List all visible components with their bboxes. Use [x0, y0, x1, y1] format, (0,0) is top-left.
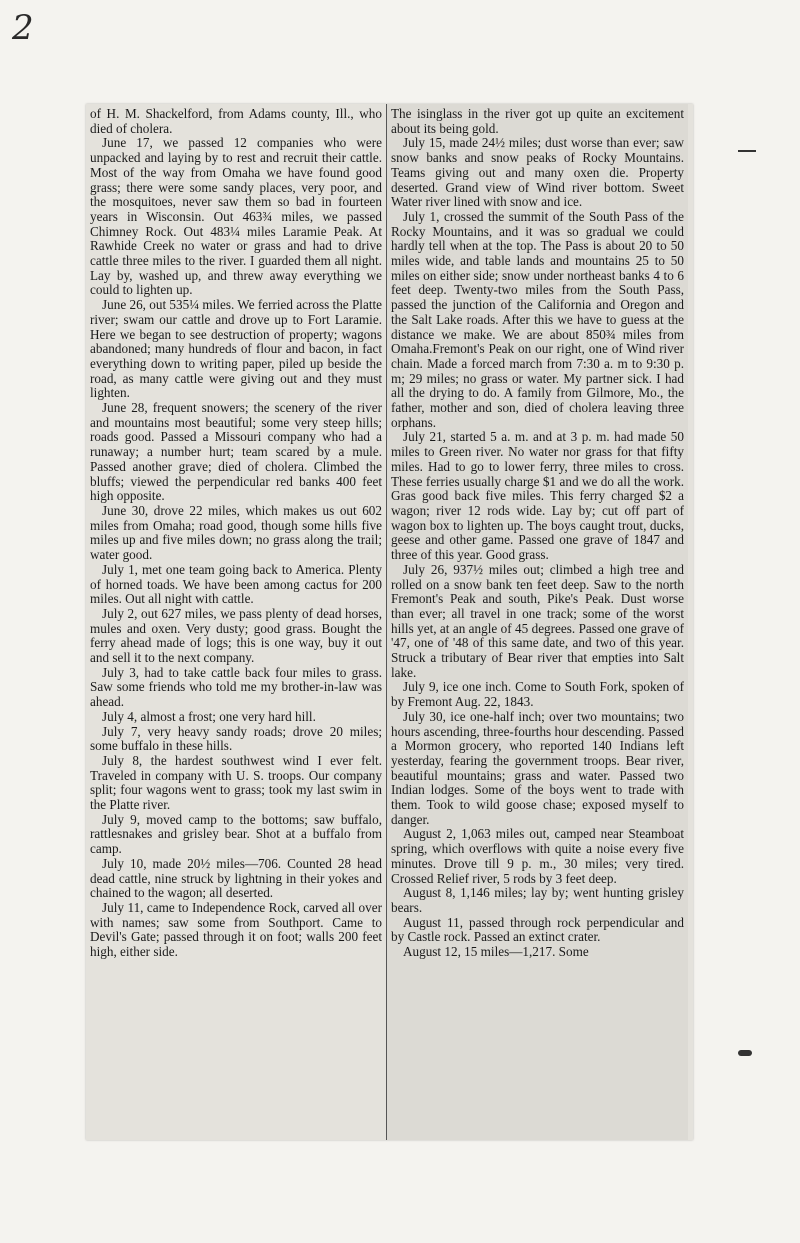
paragraph: June 30, drove 22 miles, which makes us out 602 miles from Omaha; road good, though some hills five miles up and five miles down; no grass along the trail; water good.	[90, 502, 382, 563]
paragraph: July 9, ice one inch. Come to South Fork, spoken of by Fremont Aug. 22, 1843.	[391, 679, 684, 710]
paragraph: July 30, ice one-half inch; over two mountains; two hours ascending, three-fourths hour descending. Passed a Mormon grocery, who reported 140 Indians left yesterday, fearing the government troops. Bear river, beautiful mountains; grass and water. Passed two Indian lodges. Some of the boys went to trade with them. Took to wild goose chase; exposed myself to danger.	[391, 708, 684, 827]
right-column	[387, 104, 688, 1140]
paragraph: July 26, 937½ miles out; climbed a high tree and rolled on a snow bank ten feet deep. Saw to the north Fremont's Peak and south, Pike's Peak. Dust worse than ever; all travel in one track; some of the worst hills yet, at an angle of 45 degrees. Passed one grave of '47, one of '48 of this same date, and two of this year. Struck a tributary of Bear river that empties into Salt lake.	[391, 561, 684, 680]
paragraph: June 26, out 535¼ miles. We ferried across the Platte river; swam our cattle and drove up to Fort Laramie. Here we began to see destruction of property; wagons abandoned; many hundreds of flour and bacon, in fact everything down to writing paper, piled up beside the road, as many cattle were giving out and they must lighten.	[90, 297, 382, 401]
paragraph: of H. M. Shackelford, from Adams county, Ill., who died of cholera.	[90, 106, 382, 136]
paragraph: July 10, made 20½ miles—706. Counted 28 head dead cattle, nine struck by lightning in their yokes and chained to the wagon; all deserted.	[90, 855, 382, 901]
paragraph: June 17, we passed 12 companies who were unpacked and laying by to rest and recruit their cattle. Most of the way from Omaha we have found good grass; there were some sandy places, very poor, and the mosquitoes, never saw them so bad in fourteen years in Wisconsin. Out 463¾ miles, we passed Chimney Rock. Out 483¼ miles Laramie Peak. At Rawhide Creek no water or grass and had to drive cattle three miles to the river. I guarded them all night. Lay by, washed up, and threw away everything we could to lighten up.	[90, 135, 382, 298]
margin-mark	[738, 150, 756, 152]
newspaper-clipping	[86, 104, 693, 1140]
paragraph: July 9, moved camp to the bottoms; saw buffalo, rattlesnakes and grisley bear. Shot at a buffalo from camp.	[90, 811, 382, 857]
paragraph: August 12, 15 miles—1,217. Some	[403, 944, 589, 960]
page-number: 2	[12, 8, 34, 48]
paragraph: August 8, 1,146 miles; lay by; went hunting grisley bears.	[391, 885, 684, 915]
paragraph: The isinglass in the river got up quite an excitement about its being gold.	[391, 106, 684, 136]
paragraph: July 1, met one team going back to America. Plenty of horned toads. We have been among cactus for 200 miles. Out all night with cattle.	[90, 561, 382, 607]
paragraph: July 4, almost a frost; one very hard hill.	[102, 708, 316, 724]
paragraph: August 11, passed through rock perpendicular and by Castle rock. Passed an extinct crater.	[391, 914, 684, 945]
paragraph: July 7, very heavy sandy roads; drove 20 miles; some buffalo in these hills.	[90, 723, 382, 754]
paragraph: July 11, came to Independence Rock, carved all over with names; saw some from Southport. Came to Devil's Gate; passed through it on foot; walls 200 feet high, either side.	[90, 899, 382, 960]
paragraph: August 2, 1,063 miles out, camped near Steamboat spring, which overflows with quite a noise every five minutes. Drove till 9 p. m., 30 miles; very tired. Crossed Relief river, 5 rods by 3 feet deep.	[391, 826, 684, 886]
paragraph: July 3, had to take cattle back four miles to grass. Saw some friends who told me my brother-in-law was ahead.	[90, 664, 382, 710]
paragraph: July 15, made 24½ miles; dust worse than ever; saw snow banks and snow peaks of Rocky Mountains. Teams giving out and many oxen die. Property deserted. Grand view of Wind river bottom. Sweet Water river lined with snow and ice.	[391, 135, 684, 210]
left-column	[86, 104, 387, 1140]
margin-mark	[738, 1050, 752, 1056]
paragraph: July 8, the hardest southwest wind I ever felt. Traveled in company with U. S. troops. Our company split; four wagons went to grass; took my last swim in the Platte river.	[90, 752, 382, 813]
paragraph: July 2, out 627 miles, we pass plenty of dead horses, mules and oxen. Very dusty; good grass. Bought the ferry ahead made of logs; this is one way, buy it out and sell it to the next company.	[90, 605, 382, 666]
paragraph: July 1, crossed the summit of the South Pass of the Rocky Mountains, and it was so gradual we could hardly tell when at the top. The Pass is about 20 to 50 miles wide, and table lands and mountains 25 to 50 miles on either side; snow under northeast banks 4 to 6 feet deep. Twenty-two miles from the South Pass, passed the junction of the California and Oregon and the Salt Lake roads. After this we have to guess at the distance we make. We are about 850¾ miles from Omaha.Fremont's Peak on our right, one of Wind river chain. Made a forced march from 7:30 a. m to 9:30 p. m; 29 miles; no grass or water. My partner sick. I had all the drying to do. A family from Gilmore, Mo., the father, mother and son, died of cholera leaving three orphans.	[391, 208, 684, 430]
paragraph: June 28, frequent snowers; the scenery of the river and mountains most beautiful; some very steep hills; roads good. Passed a Missouri company who had a runaway; a number hurt; team scared by a mule. Passed another grave; died of cholera. Climbed the bluffs; viewed the perpendicular red banks 400 feet high opposite.	[90, 400, 382, 504]
paragraph: July 21, started 5 a. m. and at 3 p. m. had made 50 miles to Green river. No water nor grass for that fifty miles. Had to go to lower ferry, three miles to cross. These ferries usually charge $1 and we do all the work. Gras good back five miles. This ferry charged $2 a wagon; river 12 rods wide. Lay by; cut off part of wagon box to lighten up. The boys caught trout, ducks, geese and other game. Passed one grave of 1847 and three of this year. Good grass.	[391, 429, 684, 563]
